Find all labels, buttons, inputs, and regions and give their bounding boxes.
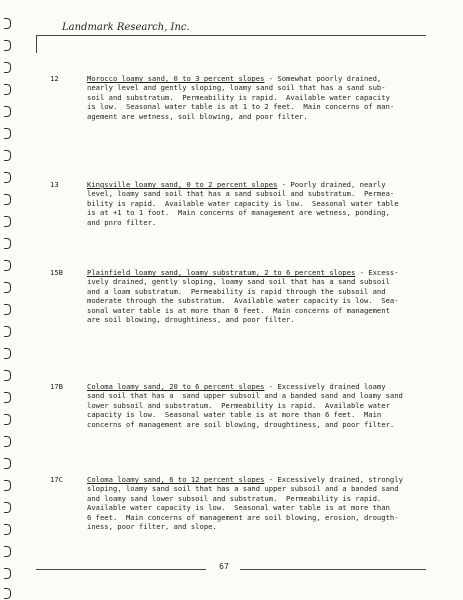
- binder-hole: [4, 304, 11, 315]
- binder-hole: [4, 588, 11, 599]
- footer-rule-left: [36, 569, 206, 570]
- binder-hole: [4, 40, 11, 51]
- company-header: Landmark Research, Inc.: [58, 22, 194, 33]
- binder-hole: [4, 216, 11, 227]
- binder-hole: [4, 436, 11, 447]
- binder-hole: [4, 84, 11, 95]
- soil-title: Morocco loamy sand, 0 to 3 percent slopes: [87, 74, 265, 83]
- map-unit-number: 17B: [50, 382, 63, 391]
- binder-hole: [4, 326, 11, 337]
- header-rule: [36, 35, 426, 36]
- binder-hole: [4, 62, 11, 73]
- binder-hole: [4, 238, 11, 249]
- soil-description: - Somewhat poorly drained, nearly level and gently sloping, loamy sand soil that has a sand sub- soil and substratum. Permeability is rapid. Available water capacity is low. Seasonal water table is at 1 to 2 feet. Main concerns of man- agement are wetness, soil blowing, and poor filter.: [87, 74, 395, 121]
- soil-description: - Excess- ively drained, gently sloping, loamy sand soil that has a sand subsoil and a loam substratum. Permeability is rapid through the subsoil and moderate through the substratum. Available water capacity is low. Sea- sonal water table is at more than 6 feet. Main concerns of management are soil blowing, droughtiness, and poor filter.: [87, 268, 399, 325]
- footer-rule-right: [240, 569, 426, 570]
- header-corner-rule: [36, 35, 37, 53]
- binder-hole: [4, 480, 11, 491]
- map-unit-number: 17C: [50, 475, 63, 484]
- soil-entry-17c: [50, 475, 420, 531]
- binder-hole: [4, 106, 11, 117]
- soil-title: Coloma loamy sand, 6 to 12 percent slopes: [87, 475, 265, 484]
- soil-title: Coloma loamy sand, 20 to 6 percent slopes: [87, 382, 265, 391]
- binder-hole: [4, 524, 11, 535]
- binder-hole: [4, 172, 11, 183]
- map-unit-number: 12: [50, 74, 59, 83]
- binder-hole: [4, 150, 11, 161]
- soil-title: Kingsville loamy sand, 0 to 2 percent slopes: [87, 180, 278, 189]
- page-number: 67: [219, 562, 229, 571]
- binder-hole: [4, 260, 11, 271]
- soil-entry-12: [50, 74, 420, 121]
- soil-entry-13: [50, 180, 420, 227]
- map-unit-number: 15B: [50, 268, 63, 277]
- map-unit-number: 13: [50, 180, 59, 189]
- binder-hole: [4, 458, 11, 469]
- soil-description: - Excessively drained loamy sand soil that has a sand upper subsoil and a banded sand and loamy sand lower subsoil and substratum. Permeability is rapid. Available water capacity is low. Seasonal water table is at more than 6 feet. Main concerns of management are soil blowing, droughtiness, and poor filter.: [87, 382, 403, 429]
- soil-entry-15b: [50, 268, 420, 324]
- binder-hole: [4, 282, 11, 293]
- binder-hole: [4, 18, 11, 29]
- binder-hole: [4, 348, 11, 359]
- binder-hole: [4, 194, 11, 205]
- binder-hole: [4, 502, 11, 513]
- binder-hole: [4, 414, 11, 425]
- soil-description: - Excessively drained, strongly sloping, loamy sand soil that has a sand upper subsoil and a banded sand and loamy sand lower subsoil and substratum. Permeability is rapid. Available water capacity is low. Seasonal water table is at more than 6 feet. Main concerns of management are soil blowing, erosion, drougth- iness, poor filter, and slope.: [87, 475, 403, 532]
- binder-hole: [4, 546, 11, 557]
- binder-hole: [4, 128, 11, 139]
- binder-hole: [4, 568, 11, 579]
- soil-description: - Poorly drained, nearly level, loamy sand soil that has a sand subsoil and substratum. Permea- bility is rapid. Available water capacity is low. Seasonal water table is at +1 to 1 foot. Main concerns of management are wetness, ponding, and pnro filter.: [87, 180, 399, 227]
- binder-hole: [4, 370, 11, 381]
- binder-hole: [4, 392, 11, 403]
- soil-title: Plainfield loamy sand, loamy substratum, 2 to 6 percent slopes: [87, 268, 356, 277]
- soil-entry-17b: [50, 382, 420, 429]
